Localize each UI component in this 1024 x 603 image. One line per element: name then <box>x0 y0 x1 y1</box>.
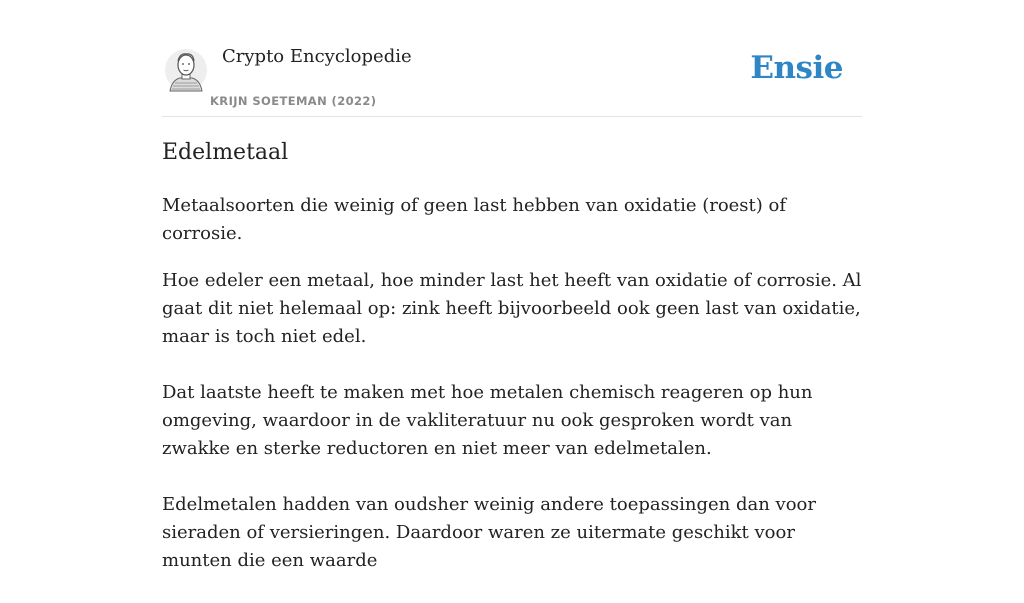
entry-paragraph: Dat laatste heeft te maken met hoe metalen chemisch reageren op hun omgeving, waardoor in de vakliteratuur nu ook gesproken wordt van zwakke en sterke reductoren en niet meer van edelmetalen. <box>162 382 813 459</box>
brand-logo[interactable]: Ensie <box>750 50 843 86</box>
author-avatar[interactable] <box>164 48 208 92</box>
entry-title: Edelmetaal <box>162 140 289 165</box>
author-credit: KRIJN SOETEMAN (2022) <box>210 94 377 108</box>
entry-summary: Metaalsoorten die weinig of geen last hebben van oxidatie (roest) of corrosie. <box>162 195 787 244</box>
site-title[interactable]: Crypto Encyclopedie <box>222 46 412 67</box>
entry-body <box>162 192 862 603</box>
entry-paragraph: Hoe edeler een metaal, hoe minder last het heeft van oxidatie of corrosie. Al gaat dit niet helemaal op: zink heeft bijvoorbeeld ook geen last van oxidatie, maar is toch niet edel. <box>162 270 862 347</box>
page-header <box>162 0 862 117</box>
page <box>162 0 862 571</box>
entry-paragraph: Edelmetalen hadden van oudsher weinig andere toepassingen dan voor sieraden of versieringen. Daardoor waren ze uitermate geschikt voor munten die een waarde <box>162 494 816 571</box>
